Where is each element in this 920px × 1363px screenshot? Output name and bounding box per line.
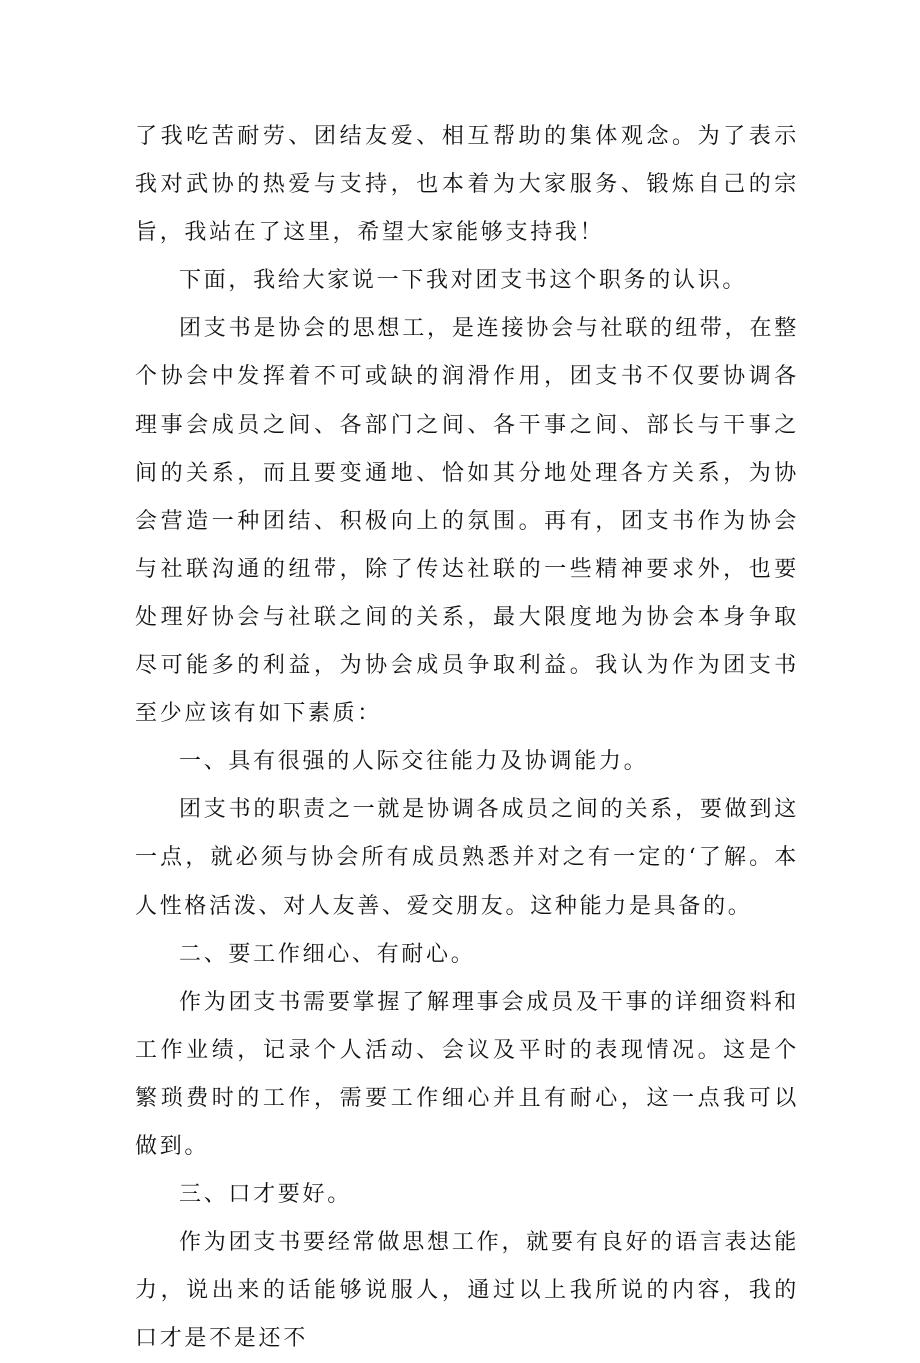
paragraph-point-3-body: 作为团支书要经常做思想工作，就要有良好的语言表达能力，说出来的话能够说服人，通过以上我所说的内容，我的口才是不是还不 (135, 1230, 799, 1352)
paragraph-point-1-title: 一、具有很强的人际交往能力及协调能力。 (179, 749, 649, 775)
paragraph-point-1-body: 团支书的职责之一就是协调各成员之间的关系，要做到这一点，就必须与协会所有成员熟悉并对之有一定的‘了解。本人性格活泼、对人友善、爱交朋友。这种能力是具备的。 (135, 797, 799, 919)
paragraph-intro: 了我吃苦耐劳、团结友爱、相互帮助的集体观念。为了表示我对武协的热爱与支持，也本着为大家服务、锻炼自己的宗旨，我站在了这里，希望大家能够支持我！ (135, 124, 799, 246)
paragraph-heading-role: 下面，我给大家说一下我对团支书这个职务的认识。 (179, 268, 748, 294)
paragraph-point-2-title: 二、要工作细心、有耐心。 (179, 941, 476, 967)
paragraph-role-description: 团支书是协会的思想工，是连接协会与社联的纽带，在整个协会中发挥着不可或缺的润滑作用，团支书不仅要协调各理事会成员之间、各部门之间、各干事之间、部长与干事之间的关系，而且要变通地、恰如其分地处理各方关系，为协会营造一种团结、积极向上的氛围。再有，团支书作为协会与社联沟通的纽带，除了传达社联的一些精神要求外，也要处理好协会与社联之间的关系，最大限度地为协会本身争取尽可能多的利益，为协会成员争取利益。我认为作为团支书至少应该有如下素质： (135, 316, 799, 727)
paragraph-point-2-body: 作为团支书需要掌握了解理事会成员及干事的详细资料和工作业绩，记录个人活动、会议及平时的表现情况。这是个繁琐费时的工作，需要工作细心并且有耐心，这一点我可以做到。 (135, 989, 799, 1159)
document-body (135, 113, 799, 1363)
paragraph-point-3-title: 三、口才要好。 (179, 1182, 352, 1208)
